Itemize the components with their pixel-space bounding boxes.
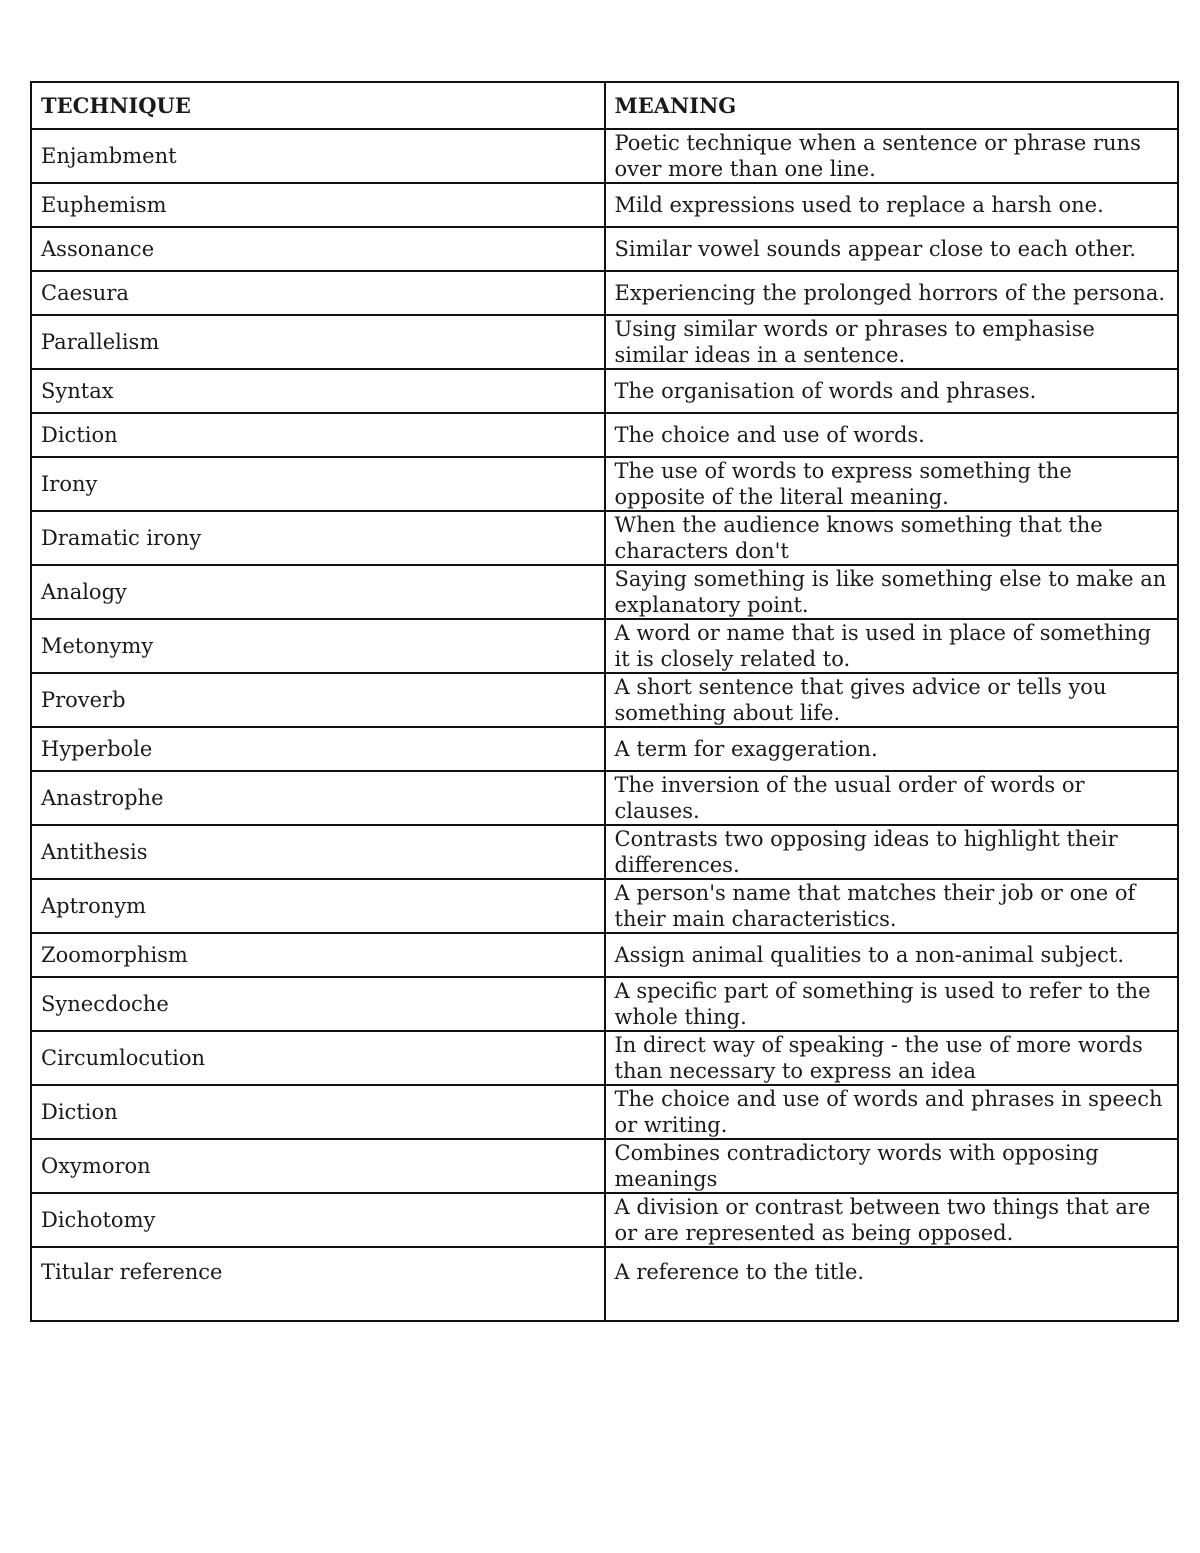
- table-row: [31, 619, 1178, 673]
- table-row: [31, 933, 1178, 977]
- table-row: [31, 315, 1178, 369]
- meaning-cell: A short sentence that gives advice or tells you something about life.: [605, 673, 1179, 727]
- meaning-cell: The inversion of the usual order of words or clauses.: [605, 771, 1179, 825]
- table-row: [31, 511, 1178, 565]
- technique-cell: Anastrophe: [31, 771, 605, 825]
- technique-cell: Dichotomy: [31, 1193, 605, 1247]
- meaning-cell: The use of words to express something the opposite of the literal meaning.: [605, 457, 1179, 511]
- meaning-cell: Contrasts two opposing ideas to highlight their differences.: [605, 825, 1179, 879]
- technique-cell: Aptronym: [31, 879, 605, 933]
- technique-cell: Hyperbole: [31, 727, 605, 771]
- technique-cell: Diction: [31, 1085, 605, 1139]
- table-row: [31, 457, 1178, 511]
- meaning-cell: A person's name that matches their job or one of their main characteristics.: [605, 879, 1179, 933]
- meaning-cell: A term for exaggeration.: [605, 727, 1179, 771]
- meaning-cell: Saying something is like something else to make an explanatory point.: [605, 565, 1179, 619]
- meaning-cell: Assign animal qualities to a non-animal subject.: [605, 933, 1179, 977]
- table-row: [31, 183, 1178, 227]
- meaning-cell: The choice and use of words and phrases in speech or writing.: [605, 1085, 1179, 1139]
- table-row: [31, 977, 1178, 1031]
- meaning-cell: The choice and use of words.: [605, 413, 1179, 457]
- technique-cell: Irony: [31, 457, 605, 511]
- technique-cell: Metonymy: [31, 619, 605, 673]
- technique-cell: Enjambment: [31, 129, 605, 183]
- technique-cell: Euphemism: [31, 183, 605, 227]
- meaning-cell: The organisation of words and phrases.: [605, 369, 1179, 413]
- techniques-table: [30, 81, 1179, 1322]
- meaning-cell: Poetic technique when a sentence or phrase runs over more than one line.: [605, 129, 1179, 183]
- technique-cell: Analogy: [31, 565, 605, 619]
- technique-cell: Proverb: [31, 673, 605, 727]
- table-row: [31, 825, 1178, 879]
- technique-cell: Syntax: [31, 369, 605, 413]
- meaning-cell: Similar vowel sounds appear close to each other.: [605, 227, 1179, 271]
- table-row: [31, 1085, 1178, 1139]
- header-technique: TECHNIQUE: [31, 82, 605, 129]
- technique-cell: Diction: [31, 413, 605, 457]
- table-row: [31, 1031, 1178, 1085]
- table-row: [31, 271, 1178, 315]
- table-row: [31, 413, 1178, 457]
- table-row: [31, 565, 1178, 619]
- meaning-cell: Combines contradictory words with opposing meanings: [605, 1139, 1179, 1193]
- table-row: [31, 369, 1178, 413]
- header-meaning: MEANING: [605, 82, 1179, 129]
- meaning-cell: A word or name that is used in place of something it is closely related to.: [605, 619, 1179, 673]
- table-row: [31, 129, 1178, 183]
- technique-cell: Oxymoron: [31, 1139, 605, 1193]
- technique-cell: Caesura: [31, 271, 605, 315]
- meaning-cell: When the audience knows something that the characters don't: [605, 511, 1179, 565]
- table-row: [31, 673, 1178, 727]
- meaning-cell: Experiencing the prolonged horrors of the persona.: [605, 271, 1179, 315]
- technique-cell: Synecdoche: [31, 977, 605, 1031]
- technique-cell: Assonance: [31, 227, 605, 271]
- meaning-cell: A division or contrast between two things that are or are represented as being opposed.: [605, 1193, 1179, 1247]
- table-row: [31, 227, 1178, 271]
- technique-cell: Parallelism: [31, 315, 605, 369]
- technique-cell: Circumlocution: [31, 1031, 605, 1085]
- technique-cell: Dramatic irony: [31, 511, 605, 565]
- table-row: [31, 1193, 1178, 1247]
- table-row: [31, 771, 1178, 825]
- table-row: [31, 727, 1178, 771]
- technique-cell: Titular reference: [31, 1247, 605, 1321]
- meaning-cell: Mild expressions used to replace a harsh one.: [605, 183, 1179, 227]
- technique-cell: Zoomorphism: [31, 933, 605, 977]
- meaning-cell: In direct way of speaking - the use of more words than necessary to express an idea: [605, 1031, 1179, 1085]
- meaning-cell: A specific part of something is used to refer to the whole thing.: [605, 977, 1179, 1031]
- meaning-cell: Using similar words or phrases to emphasise similar ideas in a sentence.: [605, 315, 1179, 369]
- table-row: [31, 1247, 1178, 1321]
- table-header-row: [31, 82, 1178, 129]
- table-row: [31, 1139, 1178, 1193]
- technique-cell: Antithesis: [31, 825, 605, 879]
- meaning-cell: A reference to the title.: [605, 1247, 1179, 1321]
- table-row: [31, 879, 1178, 933]
